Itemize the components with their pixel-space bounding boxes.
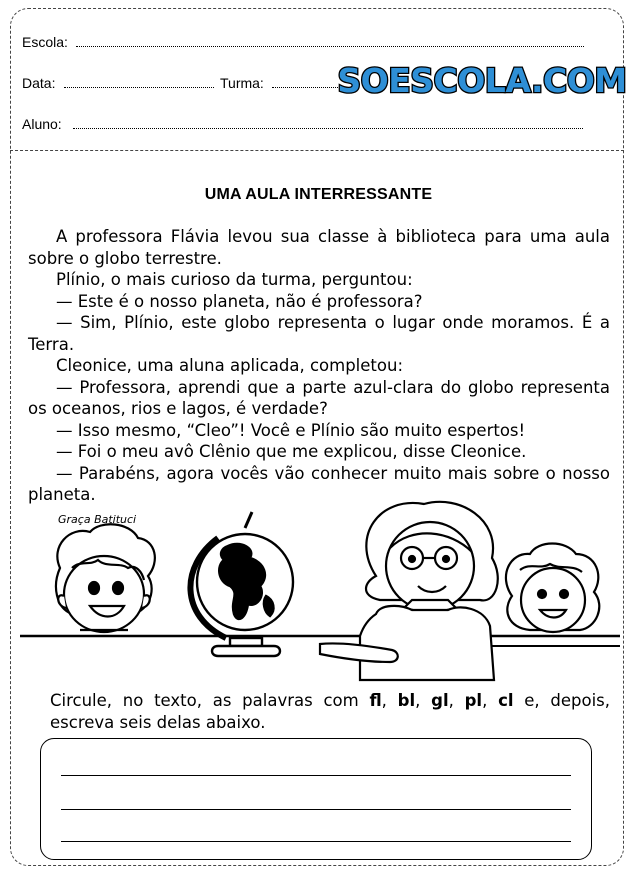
instruction-after: e, depois, escreva seis delas abaixo. — [50, 691, 611, 732]
instruction-gl: gl — [431, 691, 449, 710]
school-label: Escola: — [22, 34, 68, 50]
school-field[interactable] — [76, 46, 584, 47]
paragraph: Plínio, o mais curioso da turma, perguntou: — [56, 270, 413, 289]
date-field[interactable] — [64, 87, 214, 88]
story-text — [28, 226, 610, 506]
soescola-logo — [337, 58, 627, 102]
instruction-before: Circule, no texto, as palavras com — [50, 691, 370, 710]
answer-line-2[interactable] — [61, 809, 571, 810]
instruction-bl: bl — [397, 691, 416, 710]
instruction-pl: pl — [464, 691, 483, 710]
instruction-text — [50, 690, 610, 734]
instruction-sep: , — [415, 691, 432, 710]
paragraph: — Parabéns, agora vocês vão conhecer muito mais sobre o nosso planeta. — [28, 463, 610, 504]
student-field[interactable] — [73, 128, 583, 129]
logo-text: SOESCOLA.COM — [337, 61, 627, 100]
paragraph: — Este é o nosso planeta, não é professora? — [56, 291, 423, 311]
answer-box[interactable] — [40, 738, 592, 860]
illustration-credit: Graça Batituci — [58, 513, 137, 526]
paragraph: — Professora, aprendi que a parte azul-clara do globo representa os oceanos, rios e lagos, é verdade? — [28, 377, 610, 418]
instruction-fl: fl — [369, 691, 382, 710]
answer-line-1[interactable] — [61, 775, 571, 776]
instruction-sep: , — [482, 691, 499, 710]
boy-icon — [56, 524, 155, 632]
date-label: Data: — [22, 75, 56, 91]
instruction-sep: , — [448, 691, 465, 710]
paragraph: A professora Flávia levou sua classe à biblioteca para uma aula sobre o globo terrestre. — [28, 227, 610, 268]
header-separator — [10, 150, 624, 151]
story-title: UMA AULA INTERRESSANTE — [204, 186, 433, 203]
student-label: Aluno: — [22, 116, 62, 132]
paragraph: — Sim, Plínio, este globo representa o lugar onde moramos. É a Terra. — [28, 313, 610, 354]
paragraph: — Isso mesmo, “Cleo”! Você e Plínio são muito espertos! — [56, 420, 526, 440]
class-label: Turma: — [220, 75, 264, 91]
girl-icon — [506, 544, 599, 633]
instruction-cl: cl — [498, 691, 514, 710]
paragraph: Cleonice, uma aluna aplicada, completou: — [56, 356, 403, 375]
teacher-icon — [320, 502, 498, 680]
answer-line-3[interactable] — [61, 841, 571, 842]
globe-icon — [190, 512, 293, 656]
instruction-sep: , — [381, 691, 398, 710]
paragraph: — Foi o meu avô Clênio que me explicou, disse Cleonice. — [56, 442, 527, 461]
